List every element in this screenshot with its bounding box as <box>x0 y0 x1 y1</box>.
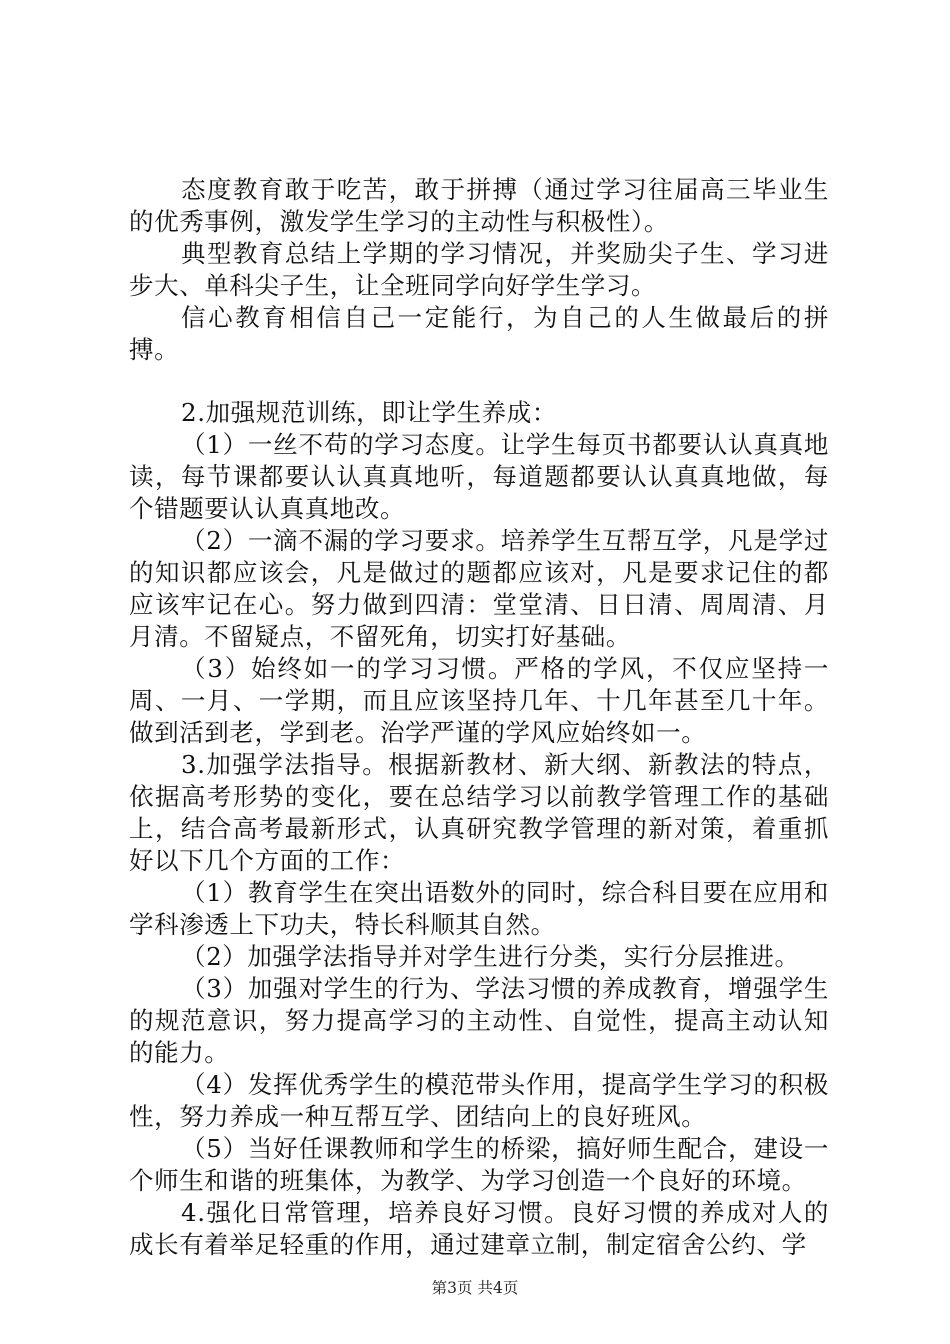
page-number-footer: 第3页 共4页 <box>431 1279 519 1297</box>
document-body <box>129 174 829 1261</box>
paragraph-guidance-item-1: （1）教育学生在突出语数外的同时，综合科目要在应用和学科渗透上下功夫，特长科顺其自然。 <box>129 878 829 939</box>
section-heading-standard-training: 2.加强规范训练，即让学生养成： <box>181 398 557 427</box>
section-heading-daily-management: 4.强化日常管理，培养良好习惯。良好习惯的养成对人的成长有着举足轻重的作用，通过建章立制，制定宿舍公约、学 <box>129 1198 829 1259</box>
paragraph-model-education: 典型教育总结上学期的学习情况，并奖励尖子生、学习进步大、单科尖子生，让全班同学向好学生学习。 <box>129 239 829 300</box>
paragraph-confidence-education: 信心教育相信自己一定能行，为自己的人生做最后的拼搏。 <box>129 303 829 364</box>
paragraph-guidance-item-3: （3）加强对学生的行为、学法习惯的养成教育，增强学生的规范意识，努力提高学习的主动性、自觉性，提高主动认知的能力。 <box>129 974 829 1067</box>
section-heading-study-guidance: 3.加强学法指导。根据新教材、新大纲、新教法的特点，依据高考形势的变化，要在总结学习以前教学管理工作的基础上，结合高考最新形式，认真研究教学管理的新对策，着重抓好以下几个方面的工作： <box>129 750 829 875</box>
paragraph-training-item-1: （1）一丝不苟的学习态度。让学生每页书都要认认真真地读，每节课都要认认真真地听，每道题都要认认真真地做，每个错题要认认真真地改。 <box>129 430 829 523</box>
paragraph-guidance-item-4: （4）发挥优秀学生的模范带头作用，提高学生学习的积极性，努力养成一种互帮互学、团结向上的良好班风。 <box>129 1070 829 1131</box>
paragraph-guidance-item-5: （5）当好任课教师和学生的桥梁，搞好师生配合，建设一个师生和谐的班集体，为教学、为学习创造一个良好的环境。 <box>129 1134 829 1195</box>
paragraph-attitude-education: 态度教育敢于吃苦，敢于拼搏（通过学习往届高三毕业生的优秀事例，激发学生学习的主动性与积极性）。 <box>129 175 829 236</box>
paragraph-training-item-3: （3）始终如一的学习习惯。严格的学风，不仅应坚持一周、一月、一学期，而且应该坚持几年、十几年甚至几十年。做到活到老，学到老。治学严谨的学风应始终如一。 <box>129 654 829 747</box>
paragraph-training-item-2: （2）一滴不漏的学习要求。培养学生互帮互学，凡是学过的知识都应该会，凡是做过的题都应该对，凡是要求记住的都应该牢记在心。努力做到四清：堂堂清、日日清、周周清、月月清。不留疑点，不留死角，切实打好基础。 <box>129 526 829 651</box>
paragraph-guidance-item-2: （2）加强学法指导并对学生进行分类，实行分层推进。 <box>181 942 800 971</box>
